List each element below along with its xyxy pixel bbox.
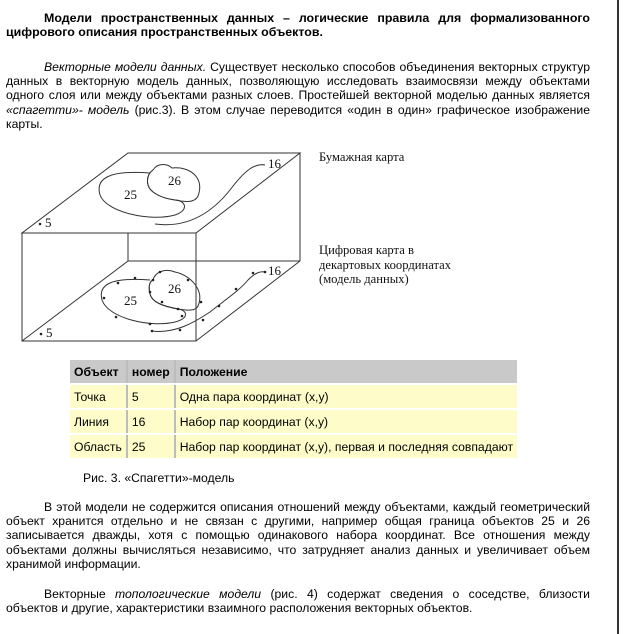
- cell-number: 5: [127, 384, 175, 409]
- cell-position: Набор пар координат (x,y): [175, 409, 517, 434]
- italic-lead: Векторные модели данных.: [44, 60, 207, 74]
- paragraph-spaghetti-description: [6, 500, 590, 571]
- paragraph-text: (рис. 4) содержат сведения о соседстве, близости объектов и другие, характеристики взаимного расположения векторных объектов.: [6, 587, 590, 616]
- paragraph-topological-models: [6, 587, 590, 615]
- cell-number: 16: [127, 409, 175, 434]
- cell-position: Одна пара координат (x,y): [175, 384, 517, 409]
- digital-area-25-label: 25: [124, 293, 137, 308]
- digital-line-16-label: 16: [268, 263, 281, 278]
- paragraph-text: Существует несколько способов объединения векторных структур данных в векторную модель данных, позволяющую исследовать взаимосвязи между объектами одного слоя или между объектами разных слоев. Простейшей векторной моделью данных является: [6, 60, 590, 103]
- box-bottom-right-edge: [196, 261, 300, 341]
- digital-map-label-line: декартовых координатах: [319, 257, 452, 272]
- paper-map-label: Бумажная карта: [319, 150, 405, 164]
- paper-area-26-label: 26: [168, 173, 181, 188]
- digital-map-label-line: Цифровая карта в: [319, 243, 414, 257]
- cell-number: 25: [127, 434, 175, 459]
- paper-line-16-label: 16: [268, 156, 281, 171]
- section-heading: [6, 11, 590, 39]
- paper-point-5: [39, 223, 42, 226]
- digital-point-5: [40, 333, 43, 336]
- cell-object: Линия: [70, 409, 127, 434]
- cell-object: Область: [70, 434, 127, 459]
- digital-point-5-label: 5: [46, 325, 53, 340]
- italic-term: топологические модели: [115, 587, 262, 601]
- digital-map-plane-left: [22, 261, 128, 341]
- figure-caption: Рис. 3. «Спагетти»-модель: [83, 471, 235, 485]
- digital-map-label-line: (модель данных): [319, 272, 409, 286]
- italic-term: «спагетти»- модель: [6, 102, 130, 117]
- paper-point-5-label: 5: [45, 215, 52, 230]
- table-row: [70, 434, 517, 459]
- table-row: [70, 409, 517, 434]
- paragraph-text: В этой модели не содержится описания отношений между объектами, каждый геометрический объект хранится отдельно и не связан с другими, например общая граница объектов 25 и 26 записывается дважды, хотя с помощью одинакового набора координат. Все отношения между объектами должны вычисляться независимо, что затрудняет анализ данных и увеличивает объем хранимой информации.: [6, 500, 590, 571]
- paragraph-text: (рис.3). В этом случае переводится «один в один» графическое изображение карты.: [6, 102, 590, 131]
- column-header-position: Положение: [175, 360, 517, 384]
- cell-position: Набор пар координат (x,y), первая и последняя совпадают: [175, 434, 517, 459]
- table-header-row: [70, 360, 517, 384]
- column-header-object: Объект: [70, 360, 127, 384]
- paper-area-25-label: 25: [124, 187, 137, 202]
- objects-table: [70, 360, 517, 460]
- paragraph-text: Векторные: [44, 587, 116, 601]
- page-edge: [617, 0, 619, 634]
- table-row: [70, 384, 517, 409]
- column-header-number: номер: [127, 360, 175, 384]
- digital-map-label: [319, 243, 451, 287]
- vertex-points: [39, 223, 267, 336]
- cell-object: Точка: [70, 384, 127, 409]
- digital-area-26-label: 26: [168, 281, 181, 296]
- paragraph-vector-models: [6, 60, 590, 131]
- heading-text: Модели пространственных данных – логические правила для формализованного цифрового описания пространственных объектов.: [6, 11, 590, 40]
